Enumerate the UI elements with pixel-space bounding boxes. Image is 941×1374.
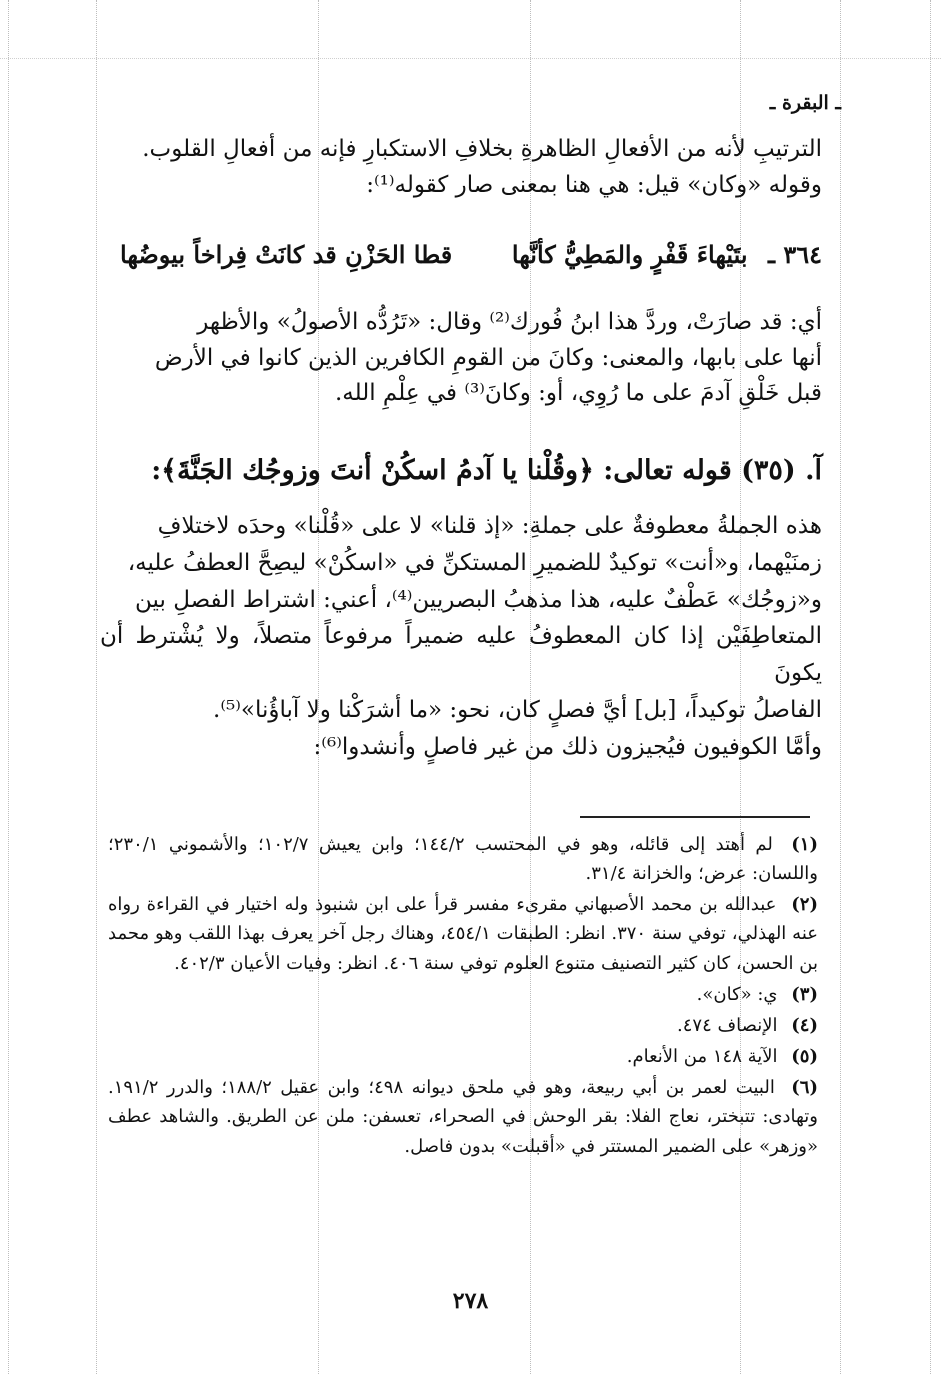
paragraph-2 [100,305,822,412]
paragraph-3 [100,508,822,766]
footnote-4 [108,1011,818,1040]
text-line: الفاصلُ توكيداً، [بل] أيَّ فصلٍ كان، نحو: «ما أشرَكْنا ولا آباؤُنا»⁽⁵⁾. [213,696,822,723]
footnote-text: البيت لعمر بن أبي ربيعة، وهو في ملحق ديوانه ٤٩٨؛ وابن عقيل ١٨٨/٢؛ والدرر ١٩١/٢. وتهادى: تتبختر، نعاج الفلا: بقر الوحش في الصحراء، تعسفن: ملن عن الطريق. والشاهد عطف «وزهر» على الضمير المستتر في «أقبلت» بدون فاصل. [108,1077,818,1157]
footnote-number: (٣) [791,983,818,1005]
text-line: وقوله «وكان» قيل: هي هنا بمعنى صار كقوله⁽¹⁾: [366,171,822,198]
footnote-3 [108,980,818,1009]
poem-right-half [512,240,822,269]
footnote-6 [108,1073,818,1160]
text-line: المتعاطِفَيْن إذا كان المعطوفُ عليه ضميراً مرفوعاً متصلاً، ولا يُشْترط أن يكونَ [100,623,822,687]
page-number: ٢٧٨ [452,1288,489,1314]
grid-line [8,0,9,1374]
footnote-5 [108,1042,818,1071]
footnote-text: الإنصاف ٤٧٤. [677,1014,778,1036]
text-line: قبل خَلْقِ آدمَ على ما رُوِي، أو: وكانَ⁽³⁾ في عِلْمِ الله. [334,380,822,407]
footnote-number: (٢) [791,894,818,916]
grid-line [840,0,841,1374]
footnote-text: لم أهتد إلى قائله، وهو في المحتسب ١٤٤/٢؛ وابن يعيش ١٠٢/٧؛ والأشموني ٢٣٠/١؛ واللسان: عرض؛ والخزانة ٣١/٤. [108,834,818,885]
verse-heading: آ. (٣٥) قوله تعالى: ﴿وقُلْنا يا آدمُ اسكُنْ أنتَ وزوجُك الجَنَّةَ﴾: [151,455,822,486]
running-title: ـ البقرة ـ [769,92,841,114]
paragraph-1 [100,132,822,203]
text-line: وأمَّا الكوفيون فيُجيزون ذلك من غير فاصلٍ وأنشدوا⁽⁶⁾: [313,733,822,760]
footnote-number: (٥) [791,1046,818,1068]
footnote-text: الآية ١٤٨ من الأنعام. [626,1046,778,1068]
hemistich-left: قطا الحَزْنِ قد كانَتْ فِراخاً بيوضُها [120,240,453,269]
poem-verse [120,240,822,269]
footnote-text: ي: «كان». [696,983,778,1005]
text-line: أنها على بابها، والمعنى: وكانَ من القومِ الكافرين الذين كانوا في الأرض [154,344,822,371]
footnote-text: عبدالله بن محمد الأصبهاني مقرىء مفسر قرأ على ابن شنبوذ وله اختيار في القراءة رواه عنه الهذلي، توفي سنة ٣٧٠. انظر: الطبقات ٤٥٤/١، وهناك رجل آخر يعرف بهذا اللقب وهو محمد بن الحسن، كان كثير التصنيف متنوع العلوم توفي سنة ٤٠٦. انظر: وفيات الأعيان ٤٠٢/٣. [108,894,818,974]
text-line: و«زوجُك» عَطْفٌ عليه، هذا مذهبُ البصريين⁽⁴⁾، أعني: اشتراط الفصلِ بين [135,586,822,613]
grid-line [0,58,941,59]
footnote-number: (٦) [791,1077,818,1099]
text-line: زمنَيْهما، و«أنت» توكيدٌ للضميرِ المستكنِّ في «اسكُنْ» ليصِحَّ العطفُ عليه، [127,549,822,576]
text-line: الترتيبِ لأنه من الأفعالِ الظاهرةِ بخلافِ الاستكبارِ فإنه من أفعالِ القلوب. [142,136,822,162]
footnote-number: (٤) [791,1014,818,1036]
text-line: أي: قد صارَتْ، وردَّ هذا ابنُ فُورك⁽²⁾ وقال: «تَرُدُّه الأصولُ» والأظهر [197,309,822,335]
footnote-1 [108,830,818,888]
hemistich-right: بتَيْهاءَ قَفْرٍ والمَطِيُّ كأنَّها [511,240,748,269]
grid-line [930,0,931,1374]
footnotes [108,830,818,1163]
footnote-2 [108,890,818,977]
grid-line [96,0,97,1374]
footnote-divider [580,816,810,818]
footnote-number: (١) [791,834,818,855]
text-line: هذه الجملةُ معطوفةٌ على جملةِ: «إذ قلنا» لا على «قُلْنا» وحدَه لاختلافِ [157,513,822,539]
poem-number: ٣٦٤ ـ [767,240,822,269]
